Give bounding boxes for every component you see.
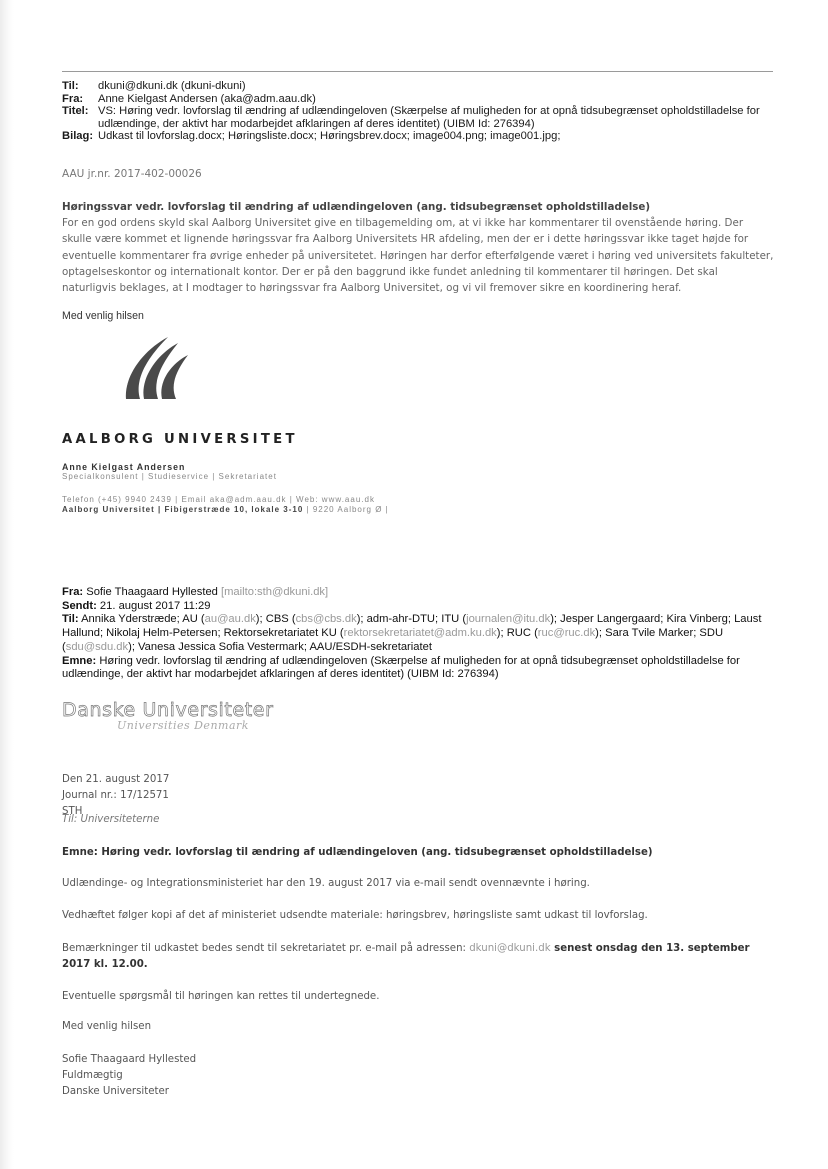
letter-paragraph-3 — [62, 941, 774, 973]
header-subject-label: Titel: — [62, 105, 89, 118]
fwd-from-name: Sofie Thaagaard Hyllested — [86, 586, 221, 598]
fwd-sent-label: Sendt: — [62, 599, 97, 612]
fwd-from-label: Fra: — [62, 586, 84, 598]
letter-paragraph-2: Vedhæftet følger kopi af det af ministeriet udsendte materiale: høringsbrev, høringsliste samt udkast til lovforslag. — [62, 910, 648, 921]
recipient-text: ); CBS ( — [255, 613, 296, 626]
du-logo-name-en: Universities Denmark — [117, 719, 249, 732]
recipient-email[interactable]: au@au.dk — [204, 613, 256, 626]
fwd-from-row — [62, 586, 774, 600]
fwd-subject-label: Emne: — [62, 654, 97, 667]
signature-address-rest: | 9220 Aalborg Ø | — [303, 505, 389, 514]
reply-body — [62, 199, 774, 296]
email-header — [62, 80, 774, 143]
forwarded-header — [62, 586, 774, 682]
letter-p3-deadline: senest onsdag den 13. september 2017 kl. 12.00. — [62, 943, 750, 970]
header-attachments-label: Bilag: — [62, 130, 94, 143]
signature-name: Anne Kielgast Andersen — [62, 462, 186, 472]
header-to-value: dkuni@dkuni.dk (dkuni-dkuni) — [98, 80, 246, 92]
signature-contact: Telefon (+45) 9940 2439 | Email aka@adm.aau.dk | Web: www.aau.dk — [62, 495, 375, 504]
letter-journal: Journal nr.: 17/12571 — [62, 790, 169, 801]
reply-paragraph: For en god ordens skyld skal Aalborg Universitet give en tilbagemelding om, at vi ikke har kommentarer til ovenstående høring. Der skulle være kommet et lignende høringssvar fra Aalborg Universitets HR afdeling, men der er i dette høringssvar ikke taget højde for eventuelle kommentarer fra øvrige enheder på universitetet. Høringen har derfor efterfølgende været i høring ved universitets fakulteter, optagelseskontor og internationalt kontor. Der er på den baggrund ikke fundet anledning til kommentarer til høringen. Det skal naturligvis beklages, at I modtager to høringssvar fra Aalborg Universitet, og vi vil fremover sikre en koordinering heraf. — [62, 217, 774, 295]
fwd-sent-value: 21. august 2017 11:29 — [99, 599, 211, 612]
letter-greeting: Med venlig hilsen — [62, 1021, 152, 1032]
signature-block — [62, 463, 277, 482]
recipient-text: Annika Yderstræde; AU ( — [81, 613, 205, 626]
header-from-row — [62, 93, 774, 106]
header-subject-value: VS: Høring vedr. lovforslag til ændring af udlændingeloven (Skærpelse af muligheden for at opnå tidsubegrænset opholdstilladelse for udlændinge, der aktivt har modarbejdet afklaringen af deres identitet) (UIBM Id: 276394) — [98, 105, 760, 130]
recipient-text: ); RUC ( — [496, 627, 538, 640]
recipient-email[interactable]: ruc@ruc.dk — [537, 627, 596, 640]
letter-sig-title: Fuldmægtig — [62, 1070, 123, 1081]
scan-edge-shadow — [0, 0, 14, 1169]
journal-reference: AAU jr.nr. 2017-402-00026 — [62, 168, 202, 180]
header-from-label: Fra: — [62, 92, 84, 105]
letter-sig-org: Danske Universiteter — [62, 1086, 169, 1097]
header-from-value: Anne Kielgast Andersen (aka@adm.aau.dk) — [98, 92, 316, 105]
header-subject-row — [62, 105, 774, 130]
reply-subject: Høringssvar vedr. lovforslag til ændring af udlændingeloven (ang. tidsubegrænset opholdstilladelse) — [62, 201, 651, 213]
letter-initials: STH — [62, 806, 83, 817]
fwd-to-recipients — [62, 613, 761, 652]
letter-p3-text: Bemærkninger til udkastet bedes sendt til sekretariatet pr. e-mail på adressen: — [62, 943, 470, 954]
signature-address — [62, 505, 389, 515]
letter-signature — [62, 1052, 196, 1100]
aau-wordmark: AALBORG UNIVERSITET — [62, 432, 298, 447]
fwd-to-row — [62, 613, 774, 654]
recipient-text: ); Vanesa Jessica Sofia Vestermark; AAU/ESDH-sekretariatet — [128, 640, 432, 653]
letter-p3-email[interactable]: dkuni@dkuni.dk — [469, 943, 551, 954]
du-logo-name: Danske Universiteter — [62, 699, 274, 721]
header-to-label: Til: — [62, 80, 79, 92]
letter-date: Den 21. august 2017 — [62, 774, 170, 785]
fwd-sent-row — [62, 600, 774, 614]
recipient-text: ); adm-ahr-DTU; ITU ( — [356, 613, 467, 626]
recipient-text: ); Sara Tvile Marker; SDU ( — [62, 627, 724, 653]
du-letterhead — [62, 699, 274, 732]
header-attachments-value: Udkast til lovforslag.docx; Høringsliste.docx; Høringsbrev.docx; image004.png; image001.jpg; — [98, 130, 561, 143]
letter-paragraph-1: Udlændinge- og Integrationsministeriet har den 19. august 2017 via e-mail sendt ovennævnte i høring. — [62, 878, 590, 889]
fwd-subject-value: Høring vedr. lovforslag til ændring af udlændingeloven (Skærpelse af muligheden for at opnå tidsubegrænset opholdstilladelse for udlændinge, der aktivt har modarbejdet afklaringen af deres identitet) (UIBM Id: 276394) — [62, 654, 740, 681]
recipient-text: ); Jesper Langergaard; Kira Vinberg; Laust Hallund; Nikolaj Helm-Petersen; Rektorsekretariatet KU ( — [62, 613, 762, 640]
fwd-from-mail[interactable]: [mailto:sth@dkuni.dk] — [221, 586, 329, 598]
letter-sig-name: Sofie Thaagaard Hyllested — [62, 1054, 197, 1065]
aau-logo-icon — [118, 333, 190, 405]
header-to-row — [62, 80, 774, 93]
signature-address-bold: Aalborg Universitet | Fibigerstræde 10, lokale 3-10 — [62, 505, 304, 514]
signature-role: Specialkonsulent | Studieservice | Sekretariatet — [62, 472, 277, 482]
recipient-email[interactable]: journalen@itu.dk — [466, 613, 551, 626]
signature-contact-block — [62, 495, 389, 515]
letter-subject: Emne: Høring vedr. lovforslag til ændring af udlændingeloven (ang. tidsubegrænset opholdstilladelse) — [62, 847, 653, 858]
letter-recipient: Til: Universiteterne — [62, 814, 160, 825]
reply-greeting: Med venlig hilsen — [62, 310, 144, 322]
fwd-to-label: Til: — [62, 613, 79, 626]
fwd-subject-row — [62, 655, 774, 682]
recipient-email[interactable]: rektorsekretariatet@adm.ku.dk — [343, 627, 497, 640]
recipient-email[interactable]: cbs@cbs.dk — [295, 613, 357, 626]
letter-paragraph-4: Eventuelle spørgsmål til høringen kan rettes til undertegnede. — [62, 991, 380, 1002]
header-attachments-row — [62, 130, 774, 143]
header-rule — [62, 71, 773, 72]
recipient-email[interactable]: sdu@sdu.dk — [65, 640, 129, 653]
